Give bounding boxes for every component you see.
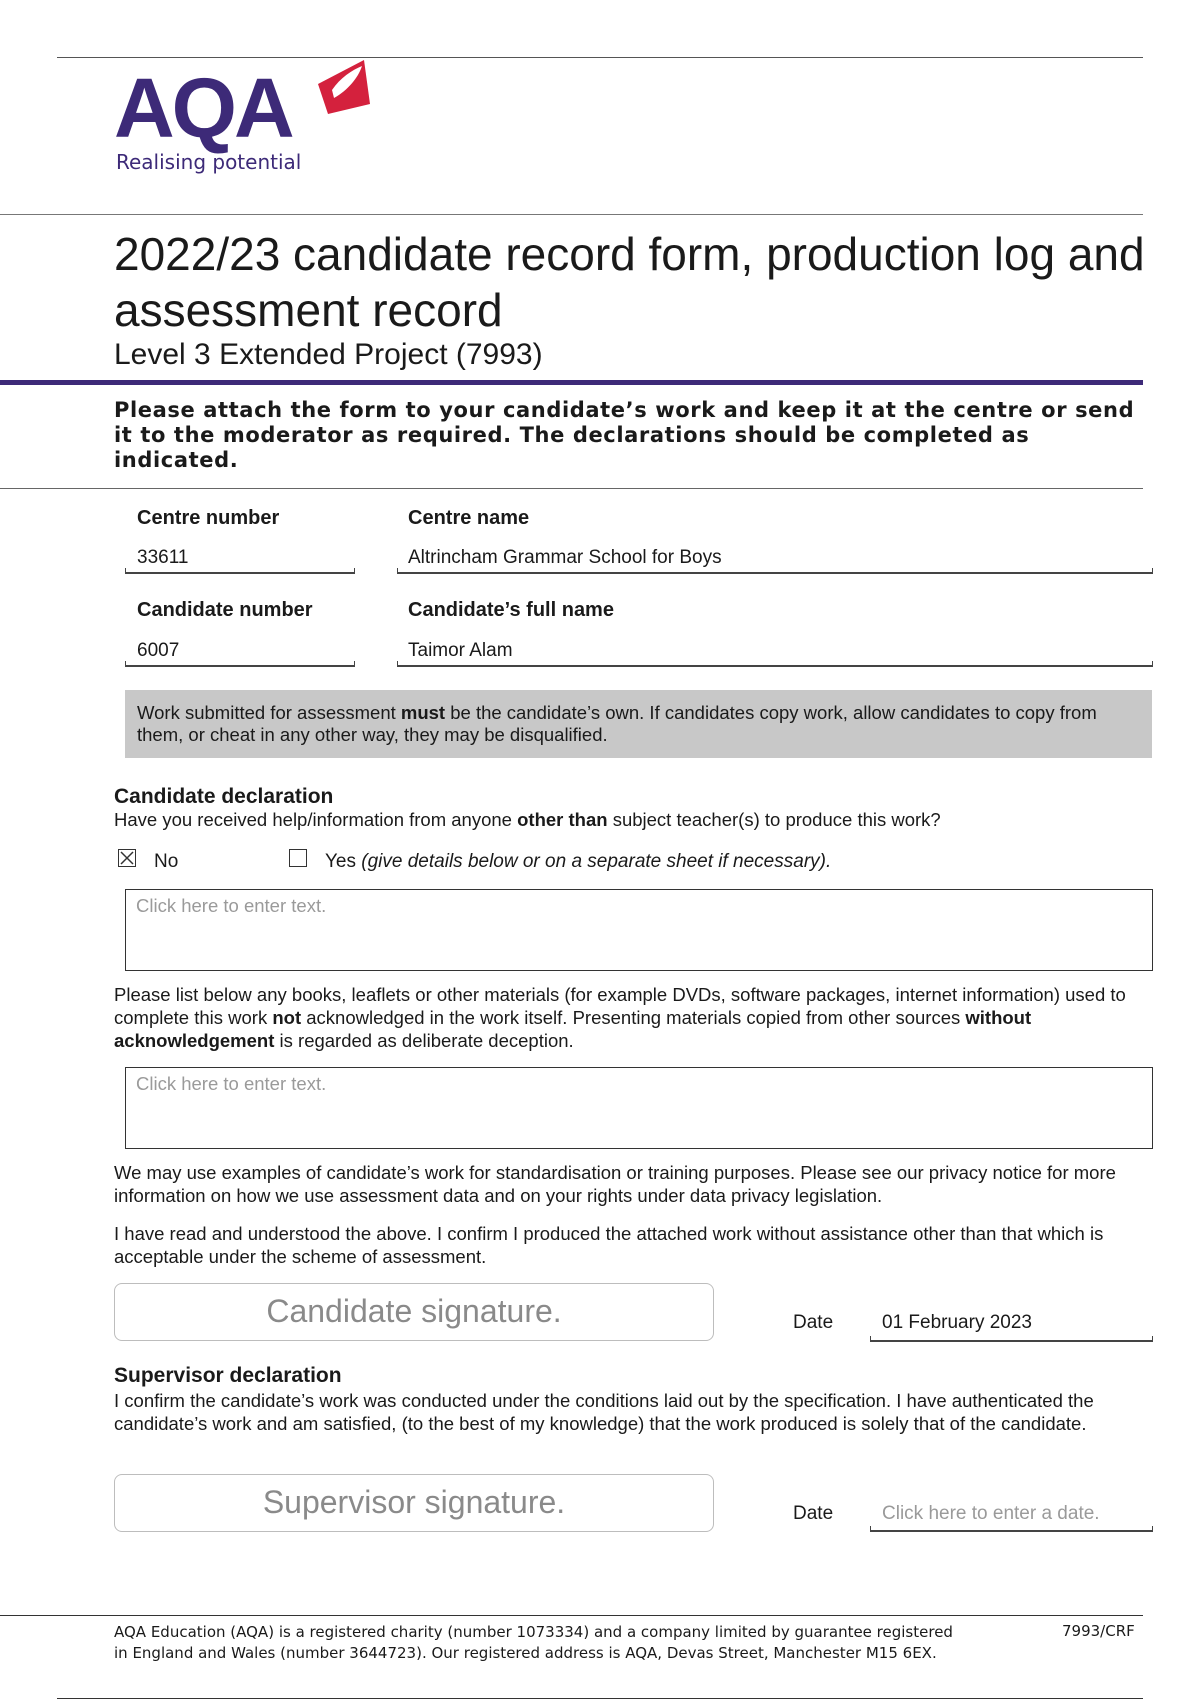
logo-tagline: Realising potential <box>116 150 302 174</box>
candidate-name-field[interactable]: Taimor Alam <box>408 640 513 661</box>
no-checkbox[interactable] <box>118 849 136 867</box>
page-subtitle: Level 3 Extended Project (7993) <box>114 338 543 371</box>
candidate-signature-field[interactable]: Candidate signature. <box>114 1283 714 1341</box>
yes-option <box>325 851 831 873</box>
help-question <box>114 808 1154 831</box>
centre-name-label: Centre name <box>408 507 530 529</box>
yes-option-label: Yes <box>325 851 356 872</box>
supervisor-declaration-text: I confirm the candidate’s work was conducted under the conditions laid out by the specification. I have authenticated the candidate’s work and am satisfied, (to the best of my knowledge) that the work produced is solely that of the candidate. <box>114 1390 1094 1434</box>
warning-text-2: be the candidate’s own. If candidates copy work, allow candidates to copy from them, or cheat in any other way, they may be disqualified. <box>137 702 1097 745</box>
title-divider <box>0 380 1143 385</box>
disqualification-warning <box>125 690 1152 758</box>
candidate-name-underline <box>397 661 1153 667</box>
top-rule <box>57 57 1143 58</box>
supervisor-signature-field[interactable]: Supervisor signature. <box>114 1474 714 1532</box>
supervisor-date-underline <box>870 1526 1153 1532</box>
no-option-label: No <box>154 851 179 872</box>
centre-number-underline <box>125 568 355 574</box>
yes-checkbox[interactable] <box>289 849 307 867</box>
logo-mark-icon <box>318 56 374 116</box>
materials-instructions <box>114 983 1154 1052</box>
help-question-text-1: Have you received help/information from anyone <box>114 809 518 830</box>
intro-rule <box>0 488 1143 489</box>
centre-number-label: Centre number <box>137 507 280 529</box>
yes-option-note: (give details below or on a separate sheet if necessary). <box>361 851 832 872</box>
materials-bold-2: without acknowledgement <box>114 1007 1032 1051</box>
candidate-number-underline <box>125 661 355 667</box>
supervisor-date-field[interactable]: Click here to enter a date. <box>882 1503 1100 1524</box>
supervisor-date-label: Date <box>793 1503 834 1524</box>
header-rule <box>0 214 1143 215</box>
materials-input[interactable]: Click here to enter text. <box>125 1067 1153 1149</box>
centre-number-field[interactable]: 33611 <box>137 547 189 568</box>
centre-name-underline <box>397 568 1153 574</box>
help-question-bold: other than <box>517 809 608 830</box>
supervisor-declaration-heading: Supervisor declaration <box>114 1364 342 1387</box>
page-title: 2022/23 candidate record form, production log and assessment record <box>114 228 1145 336</box>
materials-text-2: acknowledged in the work itself. Presenting materials copied from other sources <box>301 1007 966 1028</box>
help-details-input[interactable]: Click here to enter text. <box>125 889 1153 971</box>
footer-legal-text: AQA Education (AQA) is a registered charity (number 1073334) and a company limited by guarantee registered in England and Wales (number 3644723). Our registered address is AQA, Devas Street, Manchester M15 6EX. <box>114 1623 953 1662</box>
candidate-declaration-heading: Candidate declaration <box>114 785 334 808</box>
warning-bold: must <box>400 702 446 723</box>
warning-text-1: Work submitted for assessment <box>137 702 401 723</box>
intro-instructions: Please attach the form to your candidate’s work and keep it at the centre or send it to the moderator as required. The declarations should be completed as indicated. <box>114 398 1135 472</box>
candidate-date-label: Date <box>793 1312 834 1333</box>
help-question-text-2: subject teacher(s) to produce this work? <box>607 809 941 830</box>
footer-rule-bottom <box>57 1698 1143 1699</box>
candidate-date-underline <box>870 1336 1153 1342</box>
privacy-notice: We may use examples of candidate’s work for standardisation or training purposes. Please see our privacy notice for more information on how we use assessment data and on your rights under data privacy legislation. <box>114 1162 1116 1206</box>
footer-rule-top <box>0 1615 1143 1616</box>
candidate-number-label: Candidate number <box>137 599 313 621</box>
materials-bold-1: not <box>272 1007 302 1028</box>
candidate-date-field[interactable]: 01 February 2023 <box>882 1312 1032 1333</box>
form-code: 7993/CRF <box>1062 1622 1135 1640</box>
centre-name-field[interactable]: Altrincham Grammar School for Boys <box>408 547 722 568</box>
candidate-name-label: Candidate’s full name <box>408 599 614 621</box>
checkbox-x-icon <box>119 850 137 868</box>
candidate-confirmation: I have read and understood the above. I confirm I produced the attached work without assistance other than that which is acceptable under the scheme of assessment. <box>114 1223 1104 1267</box>
candidate-number-field[interactable]: 6007 <box>137 640 180 661</box>
materials-text-3: is regarded as deliberate deception. <box>274 1030 574 1051</box>
logo-wordmark: AQA <box>114 61 292 155</box>
materials-text-1: Please list below any books, leaflets or other materials (for example DVDs, software packages, internet information) used to complete this work <box>114 984 1126 1028</box>
